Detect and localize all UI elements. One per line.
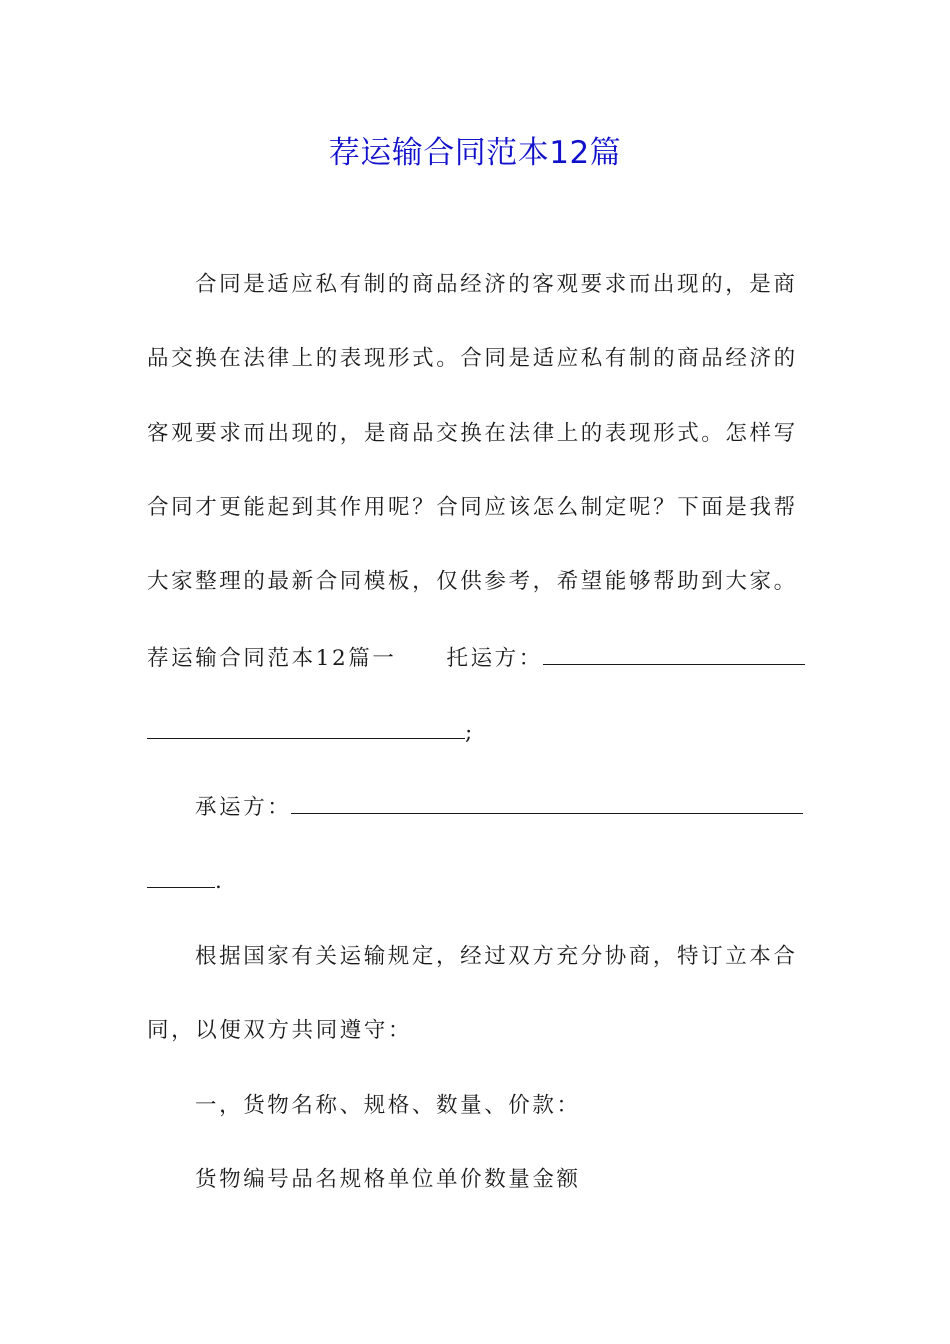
- carrier-line: [195, 793, 865, 823]
- section-heading: 荐运输合同范本12篇一: [147, 646, 397, 671]
- shipper-blank: [543, 644, 805, 665]
- intro-line: 合同才更能起到其作用呢？合同应该怎么制定呢？下面是我帮: [147, 495, 798, 520]
- carrier-blank: [291, 793, 803, 814]
- page-title: 荐运输合同范本12篇: [328, 135, 622, 171]
- intro-line: 品交换在法律上的表现形式。合同是适应私有制的商品经济的: [147, 346, 798, 371]
- shipper-blank-continued: [147, 718, 465, 739]
- goods-table-header: 货物编号品名规格单位单价数量金额: [195, 1167, 581, 1192]
- preamble-line: 根据国家有关运输规定，经过双方充分协商，特订立本合: [195, 944, 798, 969]
- shipper-line: [147, 644, 817, 674]
- carrier-continuation: [147, 867, 817, 897]
- shipper-continuation: [147, 718, 817, 748]
- shipper-label: 托运方：: [446, 646, 543, 671]
- carrier-end: .: [215, 869, 225, 894]
- shipper-end: ;: [465, 720, 475, 745]
- carrier-blank-continued: [147, 867, 215, 888]
- clause-one-heading: 一，货物名称、规格、数量、价款：: [195, 1093, 581, 1118]
- intro-line: 大家整理的最新合同模板，仅供参考，希望能够帮助到大家。: [147, 569, 798, 594]
- carrier-label: 承运方：: [195, 795, 292, 820]
- intro-line: 合同是适应私有制的商品经济的客观要求而出现的，是商: [195, 272, 798, 297]
- preamble-line: 同，以便双方共同遵守：: [147, 1018, 413, 1043]
- intro-line: 客观要求而出现的，是商品交换在法律上的表现形式。怎样写: [147, 421, 798, 446]
